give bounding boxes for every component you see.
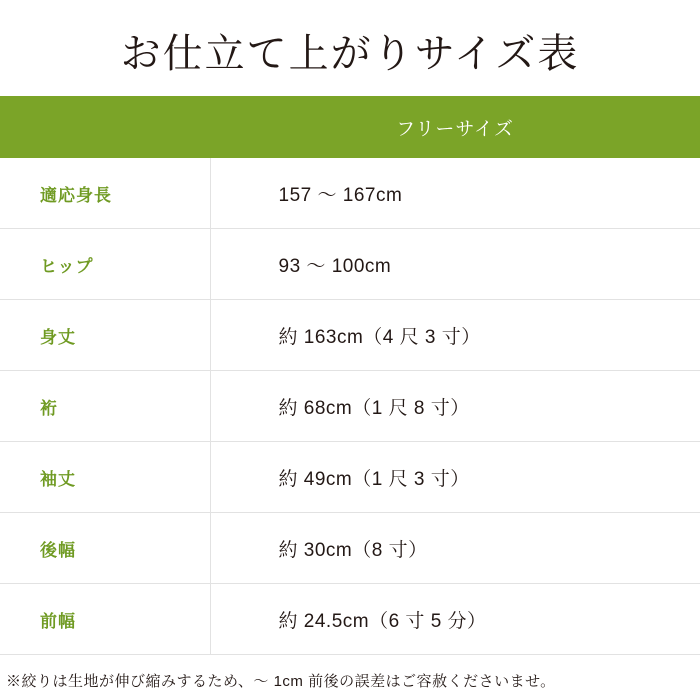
row-label-mitake: 身丈 <box>0 300 210 371</box>
table-body <box>0 158 700 655</box>
table-row <box>0 513 700 584</box>
row-label-hip: ヒップ <box>0 229 210 300</box>
row-value-height: 157 〜 167cm <box>210 158 700 229</box>
row-value-mitake: 約 163cm（4 尺 3 寸） <box>210 300 700 371</box>
header-cell-blank <box>0 96 210 158</box>
row-label-maehaba: 前幅 <box>0 584 210 655</box>
table-row <box>0 584 700 655</box>
table-row <box>0 442 700 513</box>
table-row <box>0 371 700 442</box>
table-header <box>0 96 700 158</box>
size-table <box>0 96 700 655</box>
row-label-height: 適応身長 <box>0 158 210 229</box>
table-row <box>0 158 700 229</box>
page-title: お仕立て上がりサイズ表 <box>120 31 580 76</box>
table-row <box>0 229 700 300</box>
row-value-sodetake: 約 49cm（1 尺 3 寸） <box>210 442 700 513</box>
row-label-yuki: 裄 <box>0 371 210 442</box>
row-value-hip: 93 〜 100cm <box>210 229 700 300</box>
row-value-maehaba: 約 24.5cm（6 寸 5 分） <box>210 584 700 655</box>
row-label-sodetake: 袖丈 <box>0 442 210 513</box>
table-header-row <box>0 96 700 158</box>
row-value-ushirohaba: 約 30cm（8 寸） <box>210 513 700 584</box>
row-value-yuki: 約 68cm（1 尺 8 寸） <box>210 371 700 442</box>
disclaimer-note: ※絞りは生地が伸び縮みするため、〜 1cm 前後の誤差はご容赦くださいませ。 <box>6 673 556 690</box>
row-label-ushirohaba: 後幅 <box>0 513 210 584</box>
table-row <box>0 300 700 371</box>
header-cell-size: フリーサイズ <box>210 96 700 158</box>
